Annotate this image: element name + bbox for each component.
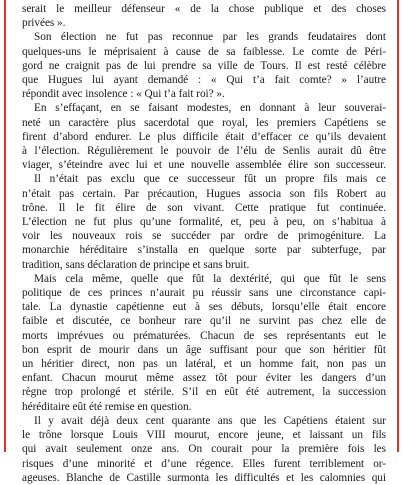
text-line: à l’élection. Régulièrement le pouvoir de l’élu de Senlis aurait dû être: [22, 145, 386, 158]
text-line: viager, s’éteindre avec lui et une nouvelle assemblée élire son successeur.: [22, 159, 386, 172]
paragraph-first-line: Il y avait déjà deux cent quarante ans que les Capétiens étaient sur: [34, 414, 386, 427]
paragraph-first-line: En s’effaçant, en se faisant modestes, en donnant à leur souverai-: [34, 102, 386, 115]
text-line: risques d’une minorité et d’une régence. Elles furent terriblement or-: [22, 457, 386, 470]
paragraph-first-line: Il n’était pas exclu que ce successeur fût un propre fils mais ce: [34, 173, 386, 186]
text-line: que Hugues lui ayant demandé : « Qui t’a fait comte? » l’autre: [22, 74, 386, 87]
text-line: un héritier direct, non pas un latéral, et un homme fait, non pas un: [22, 358, 386, 371]
text-line: morts imprévues ou prématurées. Chacun de ses représentants eut le: [22, 329, 386, 342]
text-line: privées ».: [22, 17, 66, 30]
text-line: tale. La dynastie capétienne eut à ses débuts, lorsqu’elle était encore: [22, 301, 386, 314]
text-line: n’était pas certain. Par précaution, Hugues associa son fils Robert au: [22, 187, 386, 200]
text-line: le trône lorsque Louis VIII mourut, encore jeune, et laissant un fils: [22, 429, 386, 442]
text-line: monarchie héréditaire s’installa en quelque sorte par subterfuge, par: [22, 244, 386, 257]
text-line: héréditaire eût été remise en question.: [22, 400, 192, 413]
text-line: gord ne craignit pas de lui prendre sa ville de Tours. Il est resté célèbre: [22, 59, 386, 72]
text-line: neté un caractère plus sacerdotal que royal, les premiers Capétiens se: [22, 116, 386, 129]
text-line: faible et discutée, ce bonheur rare qu’il ne survint pas chez elle de: [22, 315, 386, 328]
text-line: qui avait seulement onze ans. On courait pour la première fois les: [22, 443, 386, 456]
text-line: bon esprit de mourir dans un âge suffisant pour que son héritier fût: [22, 343, 386, 356]
text-line: quelques-uns le méprisaient à cause de sa faiblesse. Le comte de Péri-: [22, 45, 386, 58]
paragraph-first-line: Son élection ne fut pas reconnue par les grands feudataires dont: [34, 31, 386, 44]
text-line: politique de ces princes n’aurait pu réussir sans une circonstance capi-: [22, 287, 386, 300]
text-line: répondit avec insolence : « Qui t’a fait roi? ».: [22, 88, 225, 101]
text-line: firent d’abord endurer. Le plus difficile était d’effacer ce qu’ils devaient: [22, 130, 386, 143]
text-line: règne trop prolongé et stérile. S’il en eût été autrement, la succession: [22, 386, 386, 399]
text-line: L’élection ne fut plus qu’une formalité, et, peu à peu, on s’habitua à: [22, 216, 386, 229]
text-line: enfant. Chacun mourut même assez tôt pour éviter les dangers d’un: [22, 372, 386, 385]
text-line: voir les nouveaux rois se succéder par ordre de primogéniture. La: [22, 230, 386, 243]
text-line: trône. Il le fit élire de son vivant. Cette pratique fut continuée.: [22, 201, 386, 214]
paragraph-first-line: Mais cela même, quelle que fût la dextérité, qui que fût le sens: [34, 272, 386, 285]
text-line: tradition, sans déclaration de principe et sans bruit.: [22, 258, 250, 271]
text-line: serait le meilleur défenseur « de la chose publique et des choses: [22, 3, 386, 15]
body-text: [22, 2, 386, 485]
text-line: ageuses. Blanche de Castille surmonta les difficultés et les calomnies qui: [22, 471, 386, 484]
